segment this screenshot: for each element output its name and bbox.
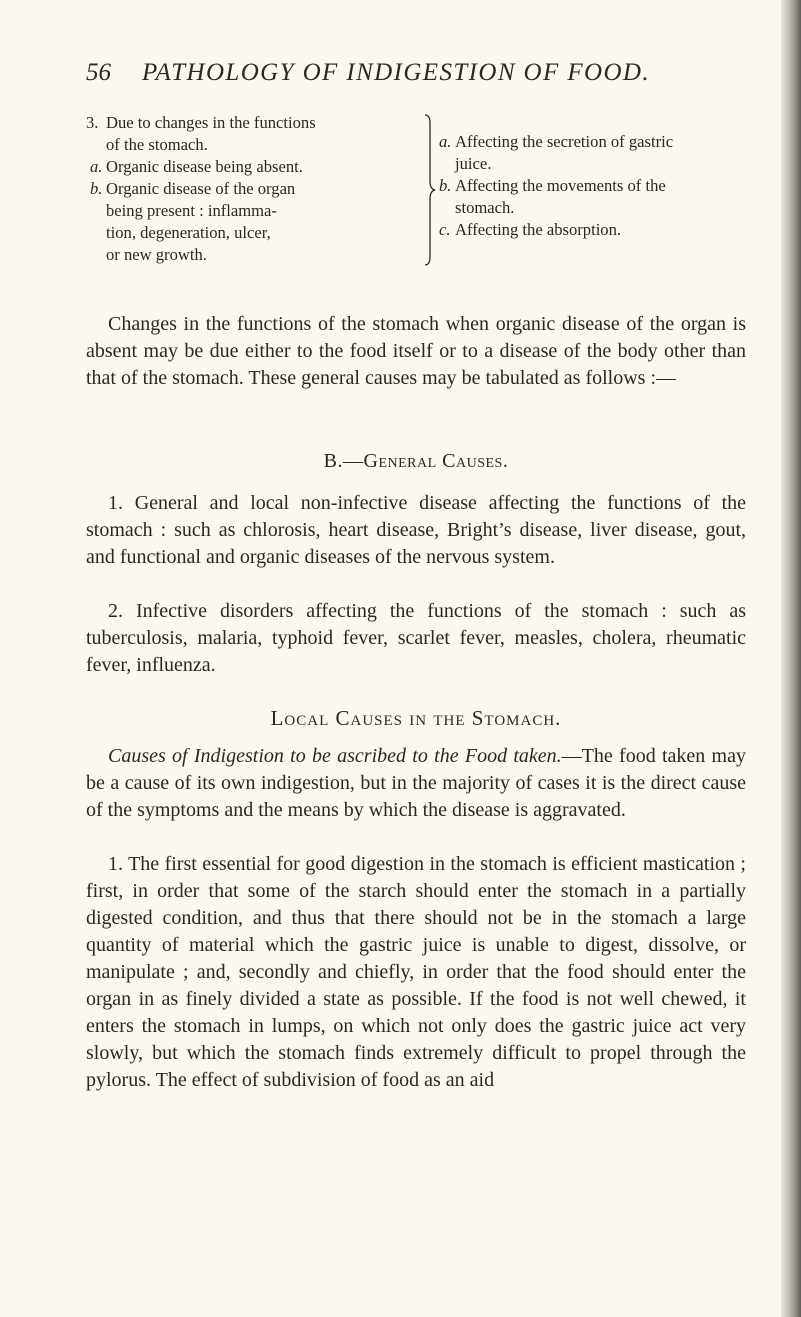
page-number: 56 — [86, 59, 111, 86]
intro-paragraph: Changes in the functions of the stomach when organic disease of the organ is absent may be due either to the food itself or to a disease of the body other than that of the stomach. These general causes may be tabulated as follows :— — [86, 313, 746, 389]
item-3b-cont-2: tion, degeneration, ulcer, — [106, 223, 271, 242]
classification-right-column — [439, 131, 749, 241]
effect-a: a. Affecting the secretion of gastric — [439, 132, 674, 151]
effect-a-cont: juice. — [455, 154, 492, 173]
food-causes-text: —The food taken may be a cause of its own indigestion, but in the majority of cases it is the direct cause of the symptoms and the means by which the disease is aggravated. — [86, 745, 746, 821]
general-cause-1: 1. General and local non-infective disease affecting the functions of the stomach : such as chlorosis, heart disease, Bright’s disease, liver disease, gout, and functional and organic diseases of the nervous system. — [86, 492, 746, 568]
item-3: 3. Due to changes in the functions — [86, 113, 316, 132]
effect-c: c. Affecting the absorption. — [439, 220, 622, 239]
general-causes-heading: B.—General Causes. — [323, 450, 509, 472]
mastication-paragraph: 1. The first essential for good digestion in the stomach is efficient mastication ; first, in order that some of the starch should enter the stomach in a partially digested condition, and thus that there should not be in the stomach a large quantity of material which the gastric juice is unable to digest, dissolve, or manipulate ; and, secondly and chiefly, in order that the food should enter the organ in as finely divided a state as possible. If the food is not well chewed, it enters the stomach in lumps, on which not only does the gastric juice act very slowly, but which the stomach finds extremely difficult to propel through the pylorus. The effect of subdivision of food as an aid — [86, 853, 746, 1091]
effect-b-cont: stomach. — [455, 198, 515, 217]
item-3b: b. Organic disease of the organ — [90, 179, 296, 198]
general-cause-2: 2. Infective disorders affecting the functions of the stomach : such as tuberculosis, malaria, typhoid fever, scarlet fever, measles, cholera, rheumatic fever, influenza. — [86, 600, 746, 676]
page-header — [86, 56, 746, 96]
item-3-continuation: of the stomach. — [106, 135, 208, 154]
classification-table — [86, 112, 746, 292]
item-3b-cont-1: being present : inflamma- — [106, 201, 277, 220]
item-3a: a. Organic disease being absent. — [90, 157, 303, 176]
curly-brace-icon — [422, 113, 438, 267]
effect-b: b. Affecting the movements of the — [439, 176, 666, 195]
food-causes-title: Causes of Indigestion to be ascribed to the Food taken. — [108, 745, 562, 767]
classification-left-column — [86, 112, 422, 266]
food-causes-paragraph — [86, 743, 746, 824]
running-title: PATHOLOGY OF INDIGESTION OF FOOD. — [142, 59, 651, 86]
page-edge-shadow — [781, 0, 801, 1317]
local-causes-heading: Local Causes in the Stomach. — [270, 706, 562, 730]
item-3b-cont-3: or new growth. — [106, 245, 207, 264]
